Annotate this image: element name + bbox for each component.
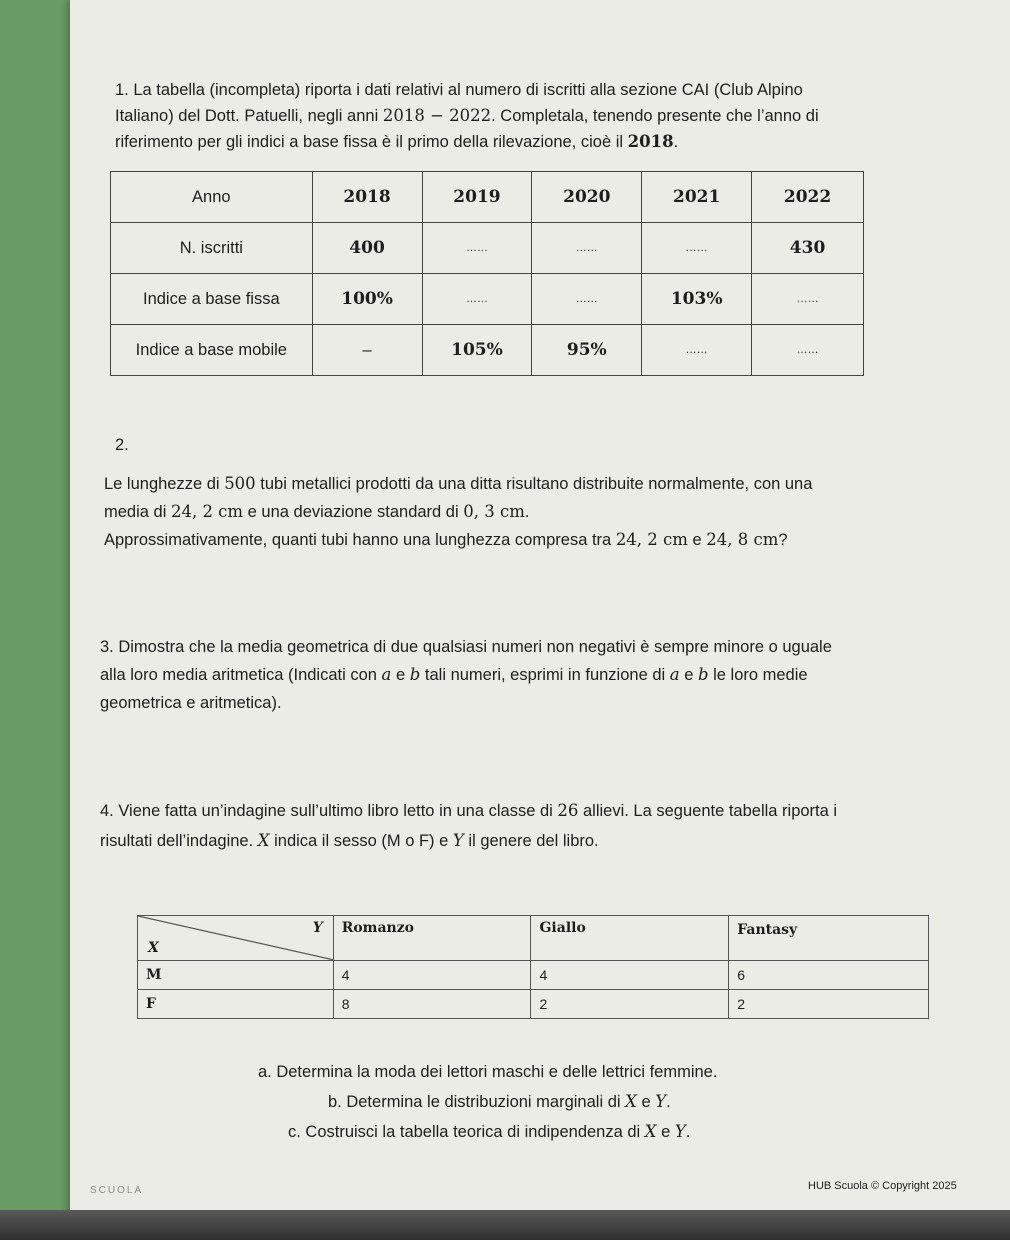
q4-text-part: e [636, 1093, 656, 1111]
q2-text [104, 470, 984, 554]
blank-cell[interactable]: …… [642, 325, 752, 376]
q4-text [100, 796, 1000, 856]
q1-years: 2018 − 2022 [382, 106, 492, 125]
y-axis-label: Y [312, 920, 323, 936]
q3-line-1: 3. Dimostra che la media geometrica di due qualsiasi numeri non negativi è sempre minore o uguale [100, 638, 832, 656]
q1-text-part: . Completala, tenendo presente che l’anno di [491, 107, 819, 125]
q4-text-part: 4. Viene fatta un’indagine sull’ultimo libro letto in una classe di [100, 802, 558, 820]
q4-line-2 [100, 826, 1000, 856]
q3-line-2 [100, 661, 990, 689]
table-cell: 6 [729, 961, 929, 990]
q3-text-part: e [391, 666, 410, 684]
q3-var-a: a [381, 665, 392, 684]
row-label: Indice a base fissa [111, 274, 313, 325]
blank-cell[interactable]: …… [752, 274, 864, 325]
q2-line-1 [104, 470, 984, 498]
q4-text-part: . [685, 1123, 691, 1141]
row-label: N. iscritti [111, 223, 313, 274]
table-cell: 95% [532, 325, 642, 376]
table-cell: 430 [752, 223, 864, 274]
q4-text-part: e [656, 1123, 675, 1141]
bottom-shadow [0, 1210, 1010, 1240]
q2-text-part: e [687, 531, 707, 549]
q4-text-part: il genere del libro. [463, 832, 599, 850]
lettori-table [137, 915, 929, 1019]
header-cell: 2019 [422, 172, 532, 223]
iscritti-table [110, 171, 864, 376]
q4-sub-c [258, 1117, 717, 1147]
header-cell: 2018 [312, 172, 422, 223]
row-label: M [138, 961, 334, 990]
column-header: Fantasy [729, 916, 929, 961]
column-header: Romanzo [333, 916, 531, 961]
q4-math: 26 [557, 801, 579, 820]
table-cell: 103% [642, 274, 752, 325]
q1-text-part: Italiano) del Dott. Patuelli, negli anni [115, 107, 383, 125]
q1-line-3 [115, 129, 995, 155]
table-cell: 8 [333, 990, 531, 1019]
blank-cell[interactable]: …… [422, 274, 532, 325]
table-cell: 4 [531, 961, 729, 990]
header-cell: 2022 [752, 172, 864, 223]
q3-text [100, 633, 990, 717]
q4-subquestions [258, 1058, 717, 1147]
q4-var-x: X [625, 1092, 637, 1111]
q4-text-part: b. Determina le distribuzioni marginali di [328, 1093, 626, 1111]
q2-math: 24, 2 cm [170, 502, 244, 521]
table-cell: – [312, 325, 422, 376]
q2-number: 2. [115, 436, 129, 454]
table-cell: 100% [312, 274, 422, 325]
q2-math: 0, 3 cm [463, 502, 525, 521]
q3-text-part: tali numeri, esprimi in funzione di [420, 666, 670, 684]
blank-cell[interactable]: …… [532, 223, 642, 274]
q4-var-y: Y [674, 1122, 686, 1141]
q1-text-part: . [673, 133, 679, 151]
q4-sub-a: a. Determina la moda dei lettori maschi e delle lettrici femmine. [258, 1063, 718, 1081]
blank-cell[interactable]: …… [532, 274, 642, 325]
q4-text-part: indica il sesso (M o F) e [269, 832, 453, 850]
q3-line-3: geometrica e aritmetica). [100, 694, 282, 712]
table-row-header [138, 916, 929, 961]
header-cell: 2020 [532, 172, 642, 223]
row-label: Indice a base mobile [111, 325, 313, 376]
q3-text-part: alla loro media aritmetica (Indicati con [100, 666, 382, 684]
q4-line-1 [100, 796, 1000, 826]
q3-var-b: b [697, 665, 709, 684]
q4-var-y: Y [655, 1092, 667, 1111]
column-header: Giallo [531, 916, 729, 961]
table-row [111, 223, 864, 274]
q4-text-part: allievi. La seguente tabella riporta i [578, 802, 838, 820]
q4-var-x: X [644, 1122, 657, 1141]
q3-text-part: le loro medie [708, 666, 808, 684]
q4-text-part: c. Costruisci la tabella teorica di indipendenza di [288, 1123, 645, 1141]
q2-text-part: e una deviazione standard di [243, 503, 464, 521]
table-row [111, 274, 864, 325]
q2-text-part: tubi metallici prodotti da una ditta risultano distribuite normalmente, con una [255, 475, 813, 493]
q1-text [115, 77, 995, 155]
q1-line-1: 1. La tabella (incompleta) riporta i dati relativi al numero di iscritti alla sezione CAI (Club Alpino [115, 81, 803, 99]
q2-math: 24, 2 cm [615, 530, 688, 549]
q1-line-2 [115, 103, 995, 129]
q4-text-part: . [666, 1093, 671, 1111]
q2-text-part: Le lunghezze di [104, 475, 225, 493]
blank-cell[interactable]: …… [422, 223, 532, 274]
q3-text-part: e [679, 666, 698, 684]
table-row [138, 990, 929, 1019]
diagonal-header-cell [138, 916, 334, 961]
q2-text-part: . [524, 503, 530, 521]
table-cell: 4 [333, 961, 531, 990]
table-cell: 105% [422, 325, 532, 376]
x-axis-label: X [148, 940, 159, 956]
table-row-header [111, 172, 864, 223]
q4-sub-b [258, 1087, 717, 1117]
q4-text-part: risultati dell’indagine. [100, 832, 258, 850]
table-row [111, 325, 864, 376]
q3-var-b: b [409, 665, 421, 684]
copyright-footer: HUB Scuola © Copyright 2025 [808, 1180, 957, 1192]
q2-math: 500 [224, 474, 256, 493]
row-label: F [138, 990, 334, 1019]
table-cell: 400 [312, 223, 422, 274]
blank-cell[interactable]: …… [642, 223, 752, 274]
q2-text-part: Approssimativamente, quanti tubi hanno una lunghezza compresa tra [104, 531, 616, 549]
q2-line-3 [104, 526, 984, 554]
q4-var-y: Y [452, 831, 464, 850]
header-cell: 2021 [642, 172, 752, 223]
table-cell: 2 [531, 990, 729, 1019]
table-row [138, 961, 929, 990]
publisher-logo: SCUOLA [90, 1185, 144, 1196]
q2-line-2 [104, 498, 984, 526]
q2-math: 24, 8 cm [706, 530, 779, 549]
q2-text-part: media di [104, 503, 171, 521]
q2-text-part: ? [778, 531, 788, 549]
q1-text-part: riferimento per gli indici a base fissa è il primo della rilevazione, cioè il [115, 133, 628, 151]
q1-base-year: 2018 [627, 132, 674, 151]
q4-var-x: X [257, 831, 270, 850]
table-cell: 2 [729, 990, 929, 1019]
header-cell: Anno [111, 172, 313, 223]
diagonal-line [138, 916, 334, 960]
blank-cell[interactable]: …… [752, 325, 864, 376]
q3-var-a: a [669, 665, 680, 684]
